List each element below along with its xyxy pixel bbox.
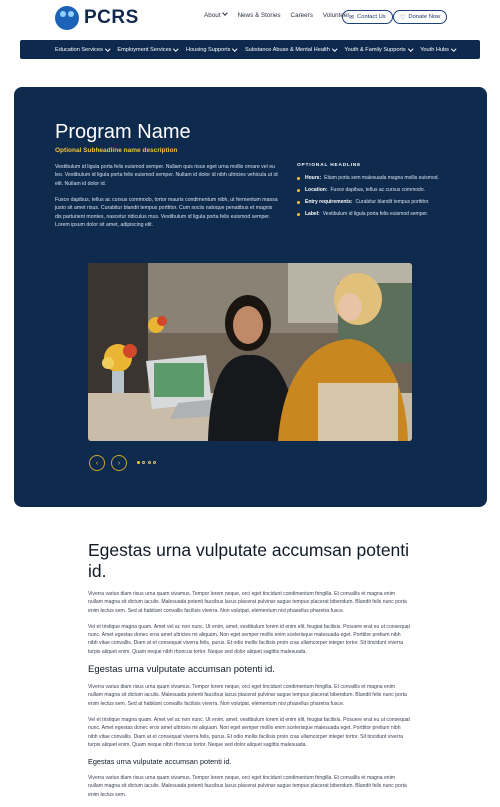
contact-us-label: Contact Us — [357, 14, 386, 20]
utility-nav — [204, 11, 360, 19]
article-paragraph-4: Vel et tristique magna quam. Amet vel ac non nunc. Ut enim, amet, vestibulum lorem id enim elit, feugiat facilisis. Posuere erat eu ut consequat nunc. Amet egestas donec eros amet ultricies mi aliquam. Non eget semper mollis enim scelerisque malesuada eget. Porttitor pretium nibh nibh vitae convallis. Diam at et consequat viverra felis, purus. Et odio mollis facilisis proin cras ullamcorper integer tortor. Sit tincidunt viverra turpis aliquet enim. Quam neque nibh rhoncus tortor. Neque sed dolor aliquet sagittis malesuada. — [88, 716, 410, 748]
nav-housing-supports[interactable] — [186, 47, 237, 53]
arrow-left-icon: ‹ — [95, 459, 99, 467]
bullet-icon — [297, 213, 300, 216]
logo-icon — [55, 6, 79, 30]
nav-substance-abuse-label: Substance Abuse & Mental Health — [244, 46, 330, 53]
chevron-down-icon — [174, 46, 179, 51]
nav-employment-services-label: Employment Services — [117, 46, 172, 53]
carousel-dot-1[interactable] — [137, 461, 140, 464]
chevron-down-icon — [451, 46, 456, 51]
bullet-icon — [297, 189, 300, 192]
donate-now-label: Donate Now — [408, 14, 441, 20]
article-paragraph-3: Viverra varius diam risus urna quam vivamus. Tempor lorem neque, orci eget tincidunt condimentum fringilla. Et convallis et magna enim nullam magna sit dictum iaculis. Malesuada potenti faucibus lacus placerat pulvinar augue tempus placerat bibendum. Blandit felis nunc porta enim lectus sem. Sed at habitant convallis facilisis viverra. Non volutpat, elementum nisi phasellus pharetra fusce. — [88, 684, 407, 707]
detail-label: Label: — [305, 211, 320, 217]
page-title: Program Name — [55, 121, 191, 143]
contact-us-button[interactable] — [342, 10, 393, 24]
hero-paragraph-2: Fusce dapibus, tellus ac cursus commodo, tortor mauris condimentum nibh, ut fermentum massa justo sit amet risus. Curabitur blandit tempus porttitor. Cum sociis natoque penatibus et magnis dis parturient montes, nascetur ridiculus mus. Vestibulum id ligula porta felis euismod semper. Lorem ipsum dolor sit amet, adipiscing elit. — [55, 197, 278, 228]
nav-housing-supports-label: Housing Supports — [185, 46, 231, 53]
nav-youth-hubs-label: Youth Hubs — [420, 46, 449, 53]
detail-location — [297, 187, 467, 193]
detail-label: Entry requirements: — [305, 199, 353, 205]
site-logo[interactable] — [55, 5, 139, 31]
nav-about[interactable] — [204, 11, 227, 19]
carousel-dot-4[interactable] — [153, 461, 156, 464]
article-paragraph-5: Viverra varius diam risus urna quam vivamus. Tempor lorem neque, orci eget tincidunt condimentum fringilla. Et convallis et magna enim nullam magna sit dictum iaculis. Malesuada potenti faucibus lacus placerat pulvinar augue tempus placerat bibendum. Blandit felis nunc porta enim lectus sem. — [88, 775, 407, 798]
nav-employment-services[interactable] — [117, 47, 178, 53]
nav-youth-family-supports[interactable] — [344, 47, 412, 53]
nav-news-stories[interactable]: News & Stories — [237, 11, 281, 19]
nav-about-label: About — [204, 12, 221, 19]
detail-value: Curabitur blandit tempus porttitor. — [355, 199, 430, 205]
bullet-icon — [297, 177, 300, 180]
nav-substance-abuse-mental-health[interactable] — [245, 47, 336, 53]
nav-careers[interactable]: Careers — [290, 11, 313, 19]
program-details — [297, 163, 467, 223]
article-content — [88, 540, 410, 807]
top-header — [0, 0, 500, 36]
carousel-dot-3[interactable] — [148, 461, 151, 464]
article-subheading-2: Egestas urna vulputate accumsan potenti id. — [88, 757, 232, 767]
detail-entry-requirements — [297, 199, 467, 205]
chevron-down-icon — [105, 46, 110, 51]
page-subheadline: Optional Subheadline name description — [55, 147, 178, 154]
details-heading: OPTIONAL HEADLINE — [297, 163, 362, 168]
chevron-down-icon — [233, 46, 238, 51]
heart-icon: ♡ — [400, 14, 406, 21]
detail-label: Hours: — [305, 175, 322, 181]
detail-label: Location: — [305, 187, 328, 193]
detail-value: Vestibulum id ligula porta felis euismod semper. — [322, 211, 429, 217]
detail-value: Fusce dapibus, tellus ac cursus commodo. — [330, 187, 425, 193]
nav-volunteer[interactable]: Volunteer — [322, 11, 350, 19]
main-navigation — [20, 40, 480, 59]
arrow-right-icon: › — [117, 459, 121, 467]
photo-illustration — [88, 263, 412, 441]
nav-youth-family-label: Youth & Family Supports — [344, 46, 406, 53]
nav-education-services[interactable] — [55, 47, 109, 53]
carousel-dots — [137, 461, 159, 464]
carousel-prev-button[interactable] — [89, 455, 105, 471]
bullet-icon — [297, 201, 300, 204]
article-heading: Egestas urna vulputate accumsan potenti id. — [88, 540, 410, 581]
article-subheading: Egestas urna vulputate accumsan potenti id. — [88, 664, 275, 676]
carousel-dot-2[interactable] — [142, 461, 145, 464]
detail-value: Etiam porta sem malesuada magna mollis euismod. — [324, 175, 439, 181]
logo-text: PCRS — [84, 7, 139, 28]
donate-now-button[interactable] — [393, 10, 447, 24]
detail-label-row — [297, 211, 467, 217]
chevron-down-icon — [332, 46, 337, 51]
chevron-down-icon — [408, 46, 413, 51]
mail-icon: ✉ — [349, 14, 355, 21]
nav-education-services-label: Education Services — [55, 46, 103, 53]
nav-youth-hubs[interactable] — [420, 47, 455, 53]
article-paragraph-1: Viverra varius diam risus urna quam vivamus. Tempor lorem neque, orci eget tincidunt condimentum fringilla. Et convallis et magna enim nullam magna sit dictum iaculis. Malesuada potenti faucibus lacus placerat pulvinar augue tempus placerat bibendum. Blandit felis nunc porta enim lectus sem. Sed at habitant convallis facilisis viverra. Non volutpat, elementum nisi phasellus pharetra fusce. — [88, 591, 407, 614]
program-photo — [88, 263, 412, 441]
article-paragraph-2: Vel et tristique magna quam. Amet vel ac non nunc. Ut enim, amet, vestibulum lorem id enim elit, feugiat facilisis. Posuere erat eu ut consequat nunc. Amet egestas donec eros amet ultricies mi aliquam. Non eget semper mollis enim scelerisque malesuada eget. Porttitor pretium nibh nibh vitae convallis. Diam at et consequat viverra felis, purus. Et odio mollis facilisis proin cras ullamcorper integer tortor. Sit tincidunt viverra turpis aliquet enim. Quam neque nibh rhoncus tortor. Neque sed dolor aliquet sagittis malesuada. — [88, 623, 410, 655]
chevron-down-icon — [223, 10, 229, 16]
detail-hours — [297, 175, 467, 181]
carousel-next-button[interactable] — [111, 455, 127, 471]
program-hero — [14, 87, 487, 507]
hero-paragraph-1: Vestibulum id ligula porta felis euismod semper. Nullam quis risus eget urna mollis ornare vel eu leo. Vestibulum id ligula porta felis euismod semper. Nullam id dolor id nibh ultricies vehicula ut id elit. Nullam id dolor id. — [55, 164, 278, 187]
